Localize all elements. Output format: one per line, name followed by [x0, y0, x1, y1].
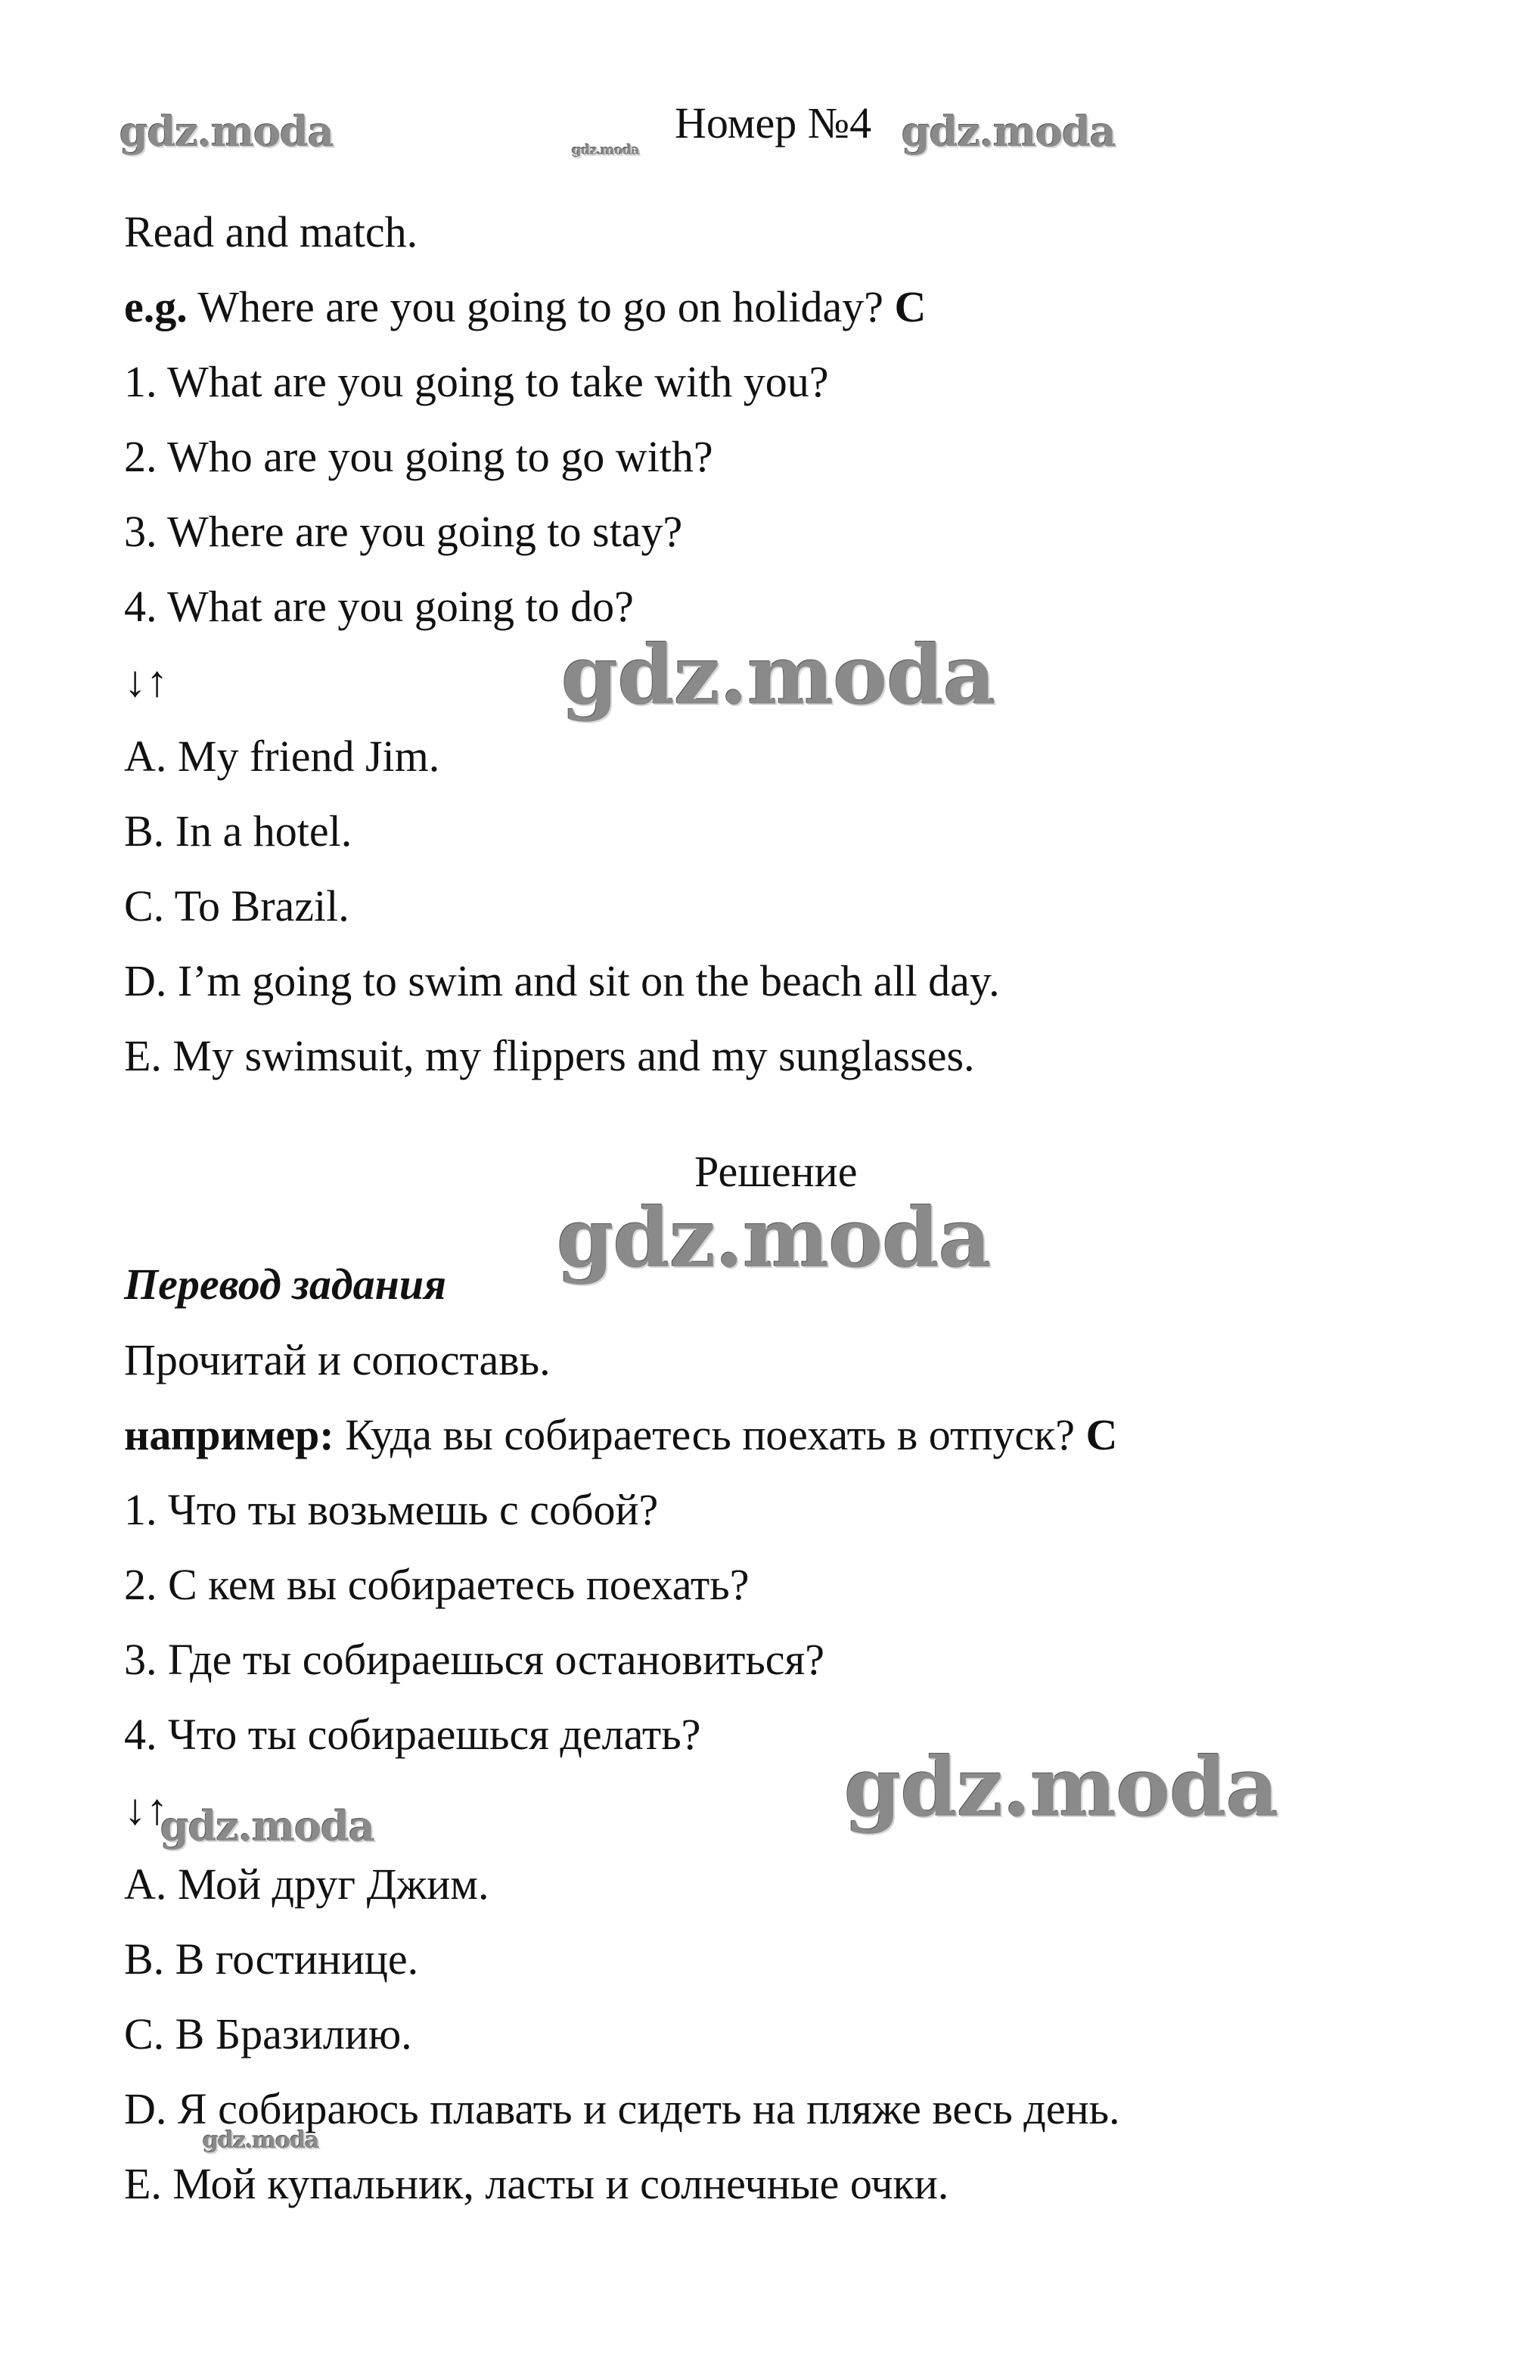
solution-answer-a: A. Мой друг Джим. — [124, 1860, 489, 1909]
solution-answer-c: C. В Бразилию. — [124, 2009, 412, 2058]
solution-answer-b: B. В гостинице. — [124, 1934, 419, 1984]
answer-b: B. In a hotel. — [124, 806, 352, 856]
question-2: 2. Who are you going to go with? — [124, 432, 713, 481]
watermark: gdz.moda — [572, 142, 639, 158]
question-4: 4. What are you going to do? — [124, 582, 634, 631]
watermark: gdz.moda — [844, 1740, 1278, 1835]
solution-question-2: 2. С кем вы собираетесь поехать? — [124, 1560, 750, 1609]
question-1: 1. What are you going to take with you? — [124, 357, 829, 406]
solution-question-3: 3. Где ты собираешься остановиться? — [124, 1635, 824, 1684]
watermark: gdz.moda — [902, 107, 1116, 156]
watermark: gdz.moda — [160, 1802, 374, 1850]
match-arrows: ↓↑ — [124, 657, 168, 706]
watermark: gdz.moda — [557, 1191, 991, 1286]
solution-answer-e: E. Мой купальник, ласты и солнечные очки. — [124, 2159, 949, 2208]
page-title: Номер №4 — [675, 98, 872, 148]
example-text: Where are you going to go on holiday? — [197, 282, 883, 331]
answer-a: A. My friend Jim. — [124, 732, 440, 781]
watermark: gdz.moda — [561, 628, 995, 723]
answer-d: D. I’m going to swim and sit on the beach all day. — [124, 956, 1000, 1005]
solution-match-arrows: ↓↑ — [124, 1785, 168, 1834]
example-answer: C — [894, 282, 927, 331]
solution-title: Решение — [694, 1147, 858, 1196]
watermark: gdz.moda — [120, 107, 334, 156]
solution-question-1: 1. Что ты возьмешь с собой? — [124, 1485, 659, 1534]
solution-example — [124, 1409, 1117, 1462]
example-prefix: e.g. — [124, 282, 188, 331]
task-example — [124, 281, 926, 334]
question-3: 3. Where are you going to stay? — [124, 507, 683, 556]
example-text: Куда вы собираетесь поехать в отпуск? — [345, 1410, 1076, 1459]
answer-c: C. To Brazil. — [124, 881, 349, 931]
answer-e: E. My swimsuit, my flippers and my sunglasses. — [124, 1031, 975, 1080]
solution-instruction: Прочитай и сопоставь. — [124, 1335, 551, 1384]
translation-heading: Перевод задания — [124, 1260, 446, 1309]
solution-answer-d: D. Я собираюсь плавать и сидеть на пляже весь день. — [124, 2084, 1120, 2133]
task-instruction: Read and match. — [124, 207, 418, 256]
watermark: gdz.moda — [203, 2127, 319, 2154]
solution-question-4: 4. Что ты собираешься делать? — [124, 1710, 701, 1759]
example-answer: C — [1085, 1410, 1118, 1459]
example-prefix: например: — [124, 1410, 334, 1459]
